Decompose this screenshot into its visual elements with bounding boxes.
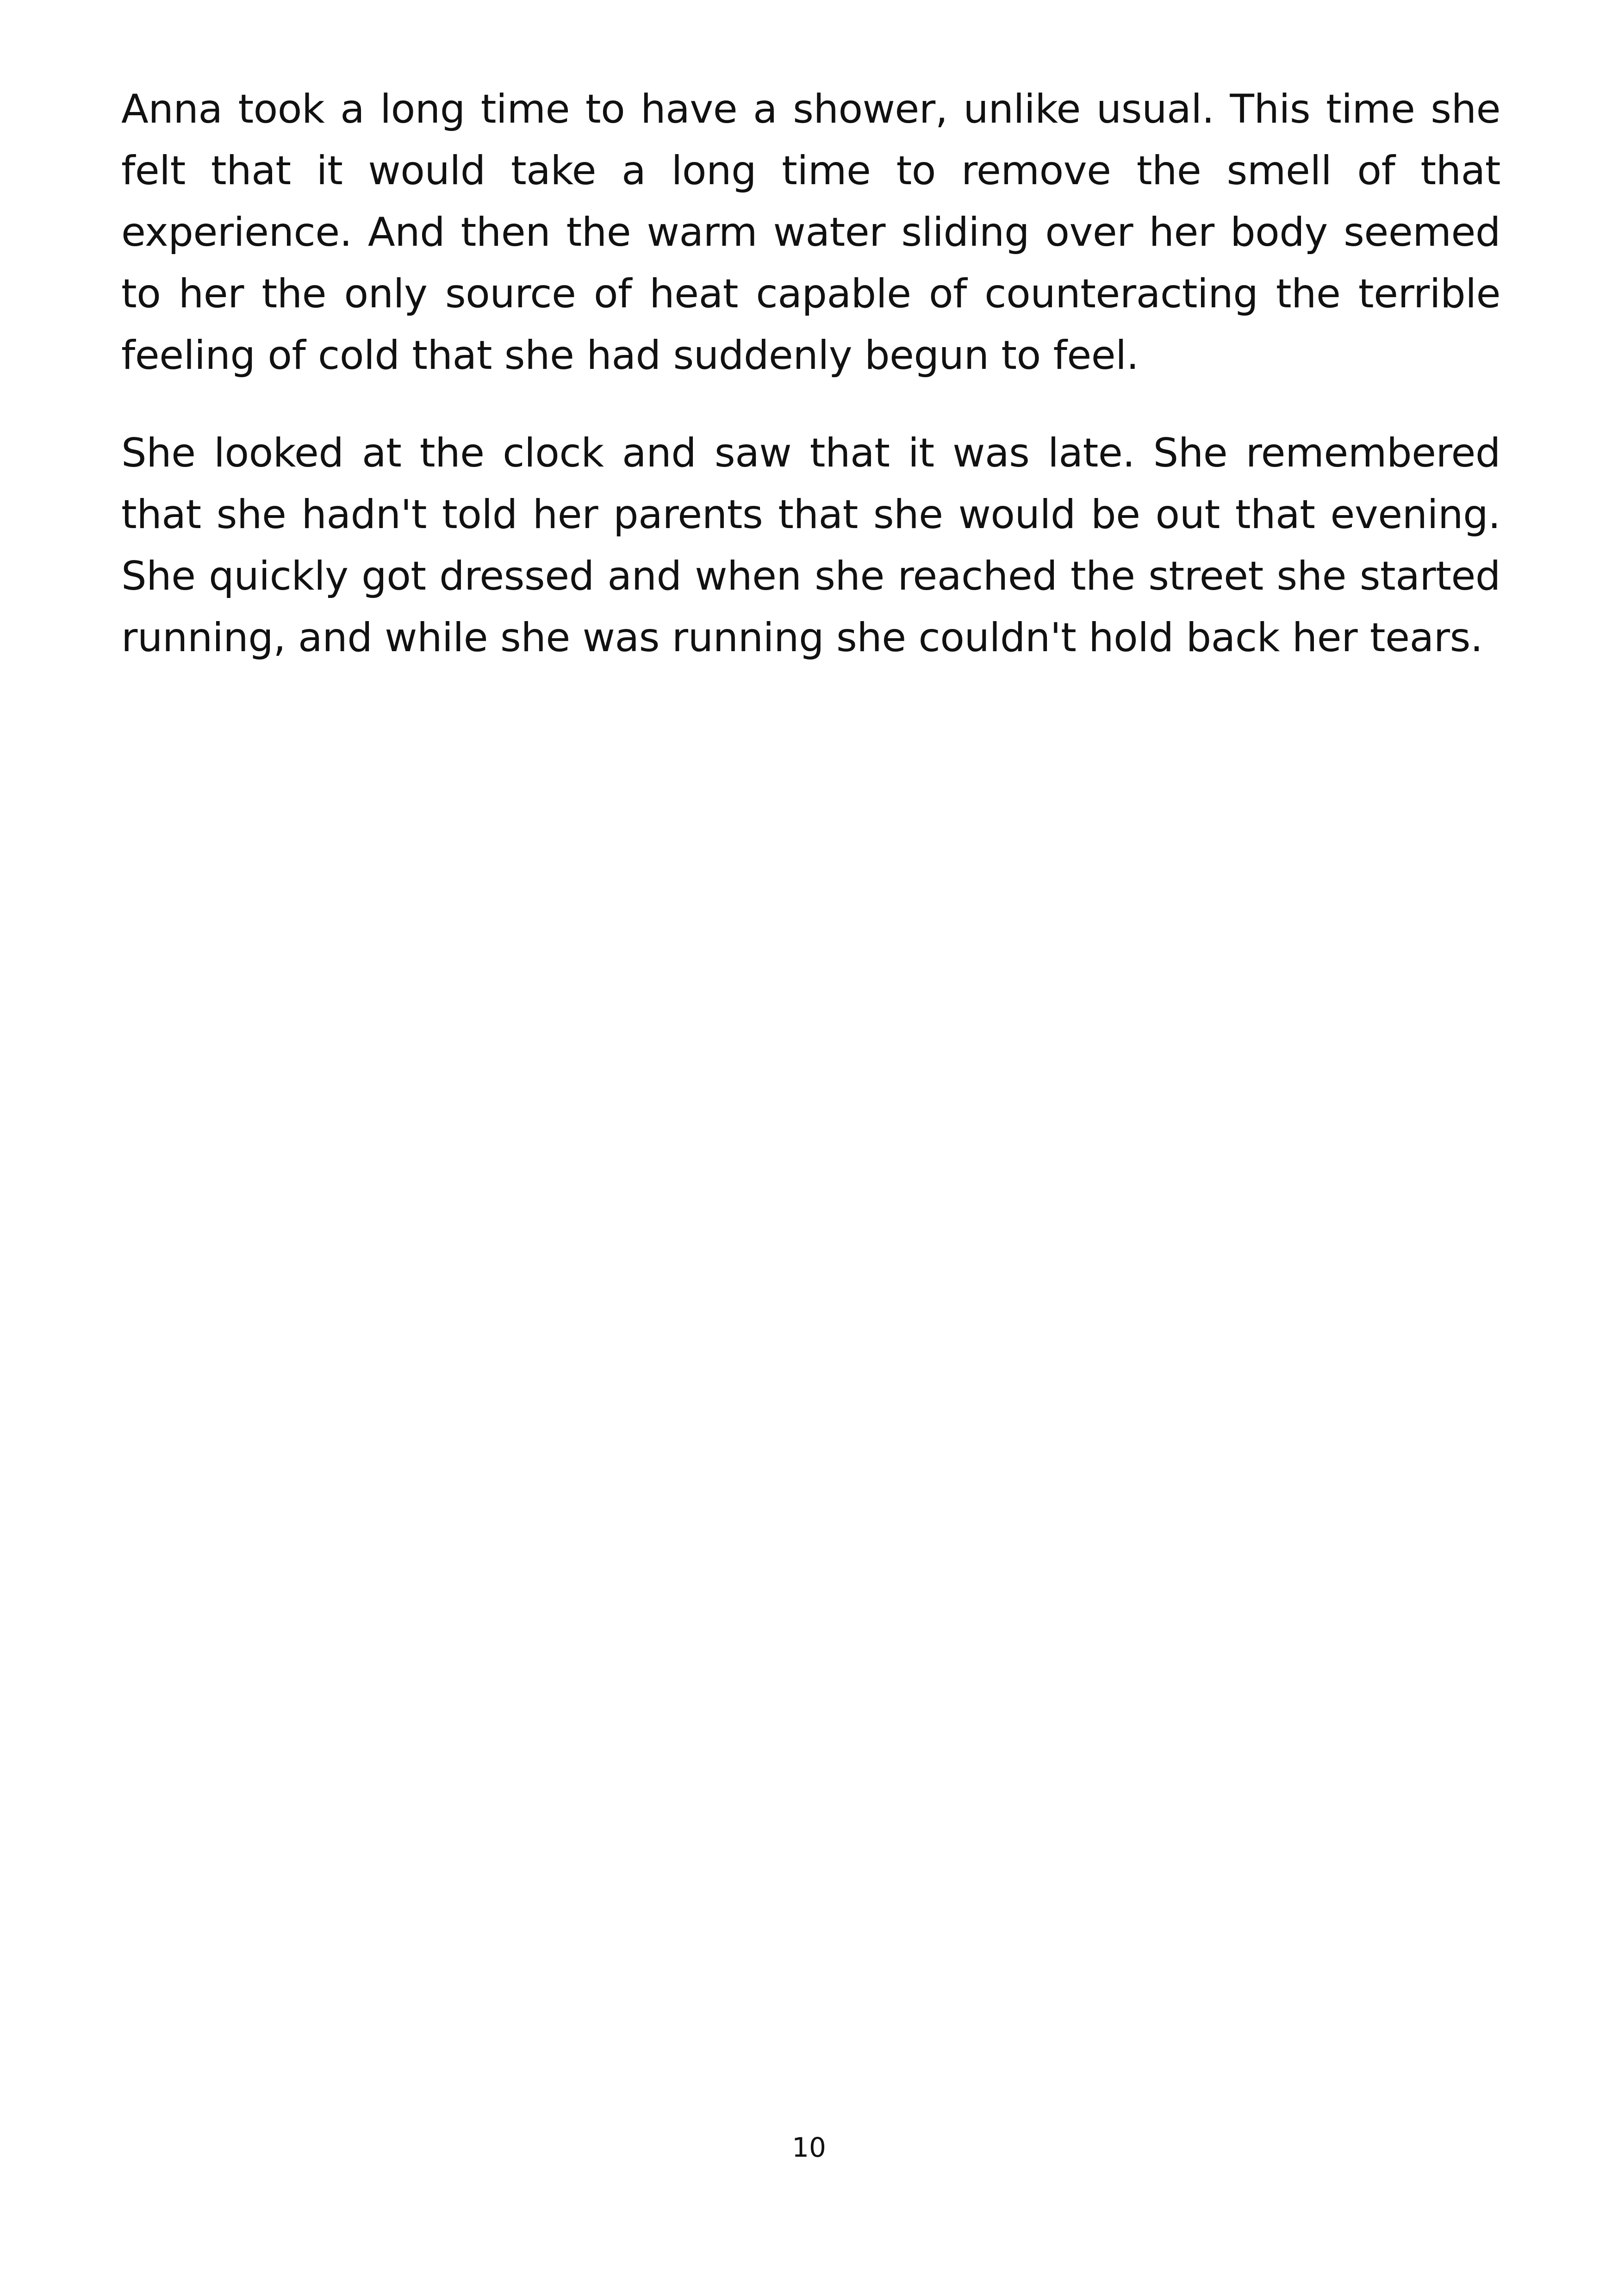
paragraph-1: Anna took a long time to have a shower, unlike usual. This time she felt that it would take a long time to remove the smell of that experience. And then the warm water sliding over her body seemed to her the only source of heat capable of counteracting the terrible feeling of cold that she had suddenly begun to feel. [121, 86, 1500, 379]
paragraph-2: She looked at the clock and saw that it was late. She remembered that she hadn't told her parents that she would be out that evening. She quickly got dressed and when she reached the street she started running, and while she was running she couldn't hold back her tears. [121, 430, 1500, 661]
page-number: 10 [792, 2132, 826, 2163]
body-text [121, 79, 1500, 669]
